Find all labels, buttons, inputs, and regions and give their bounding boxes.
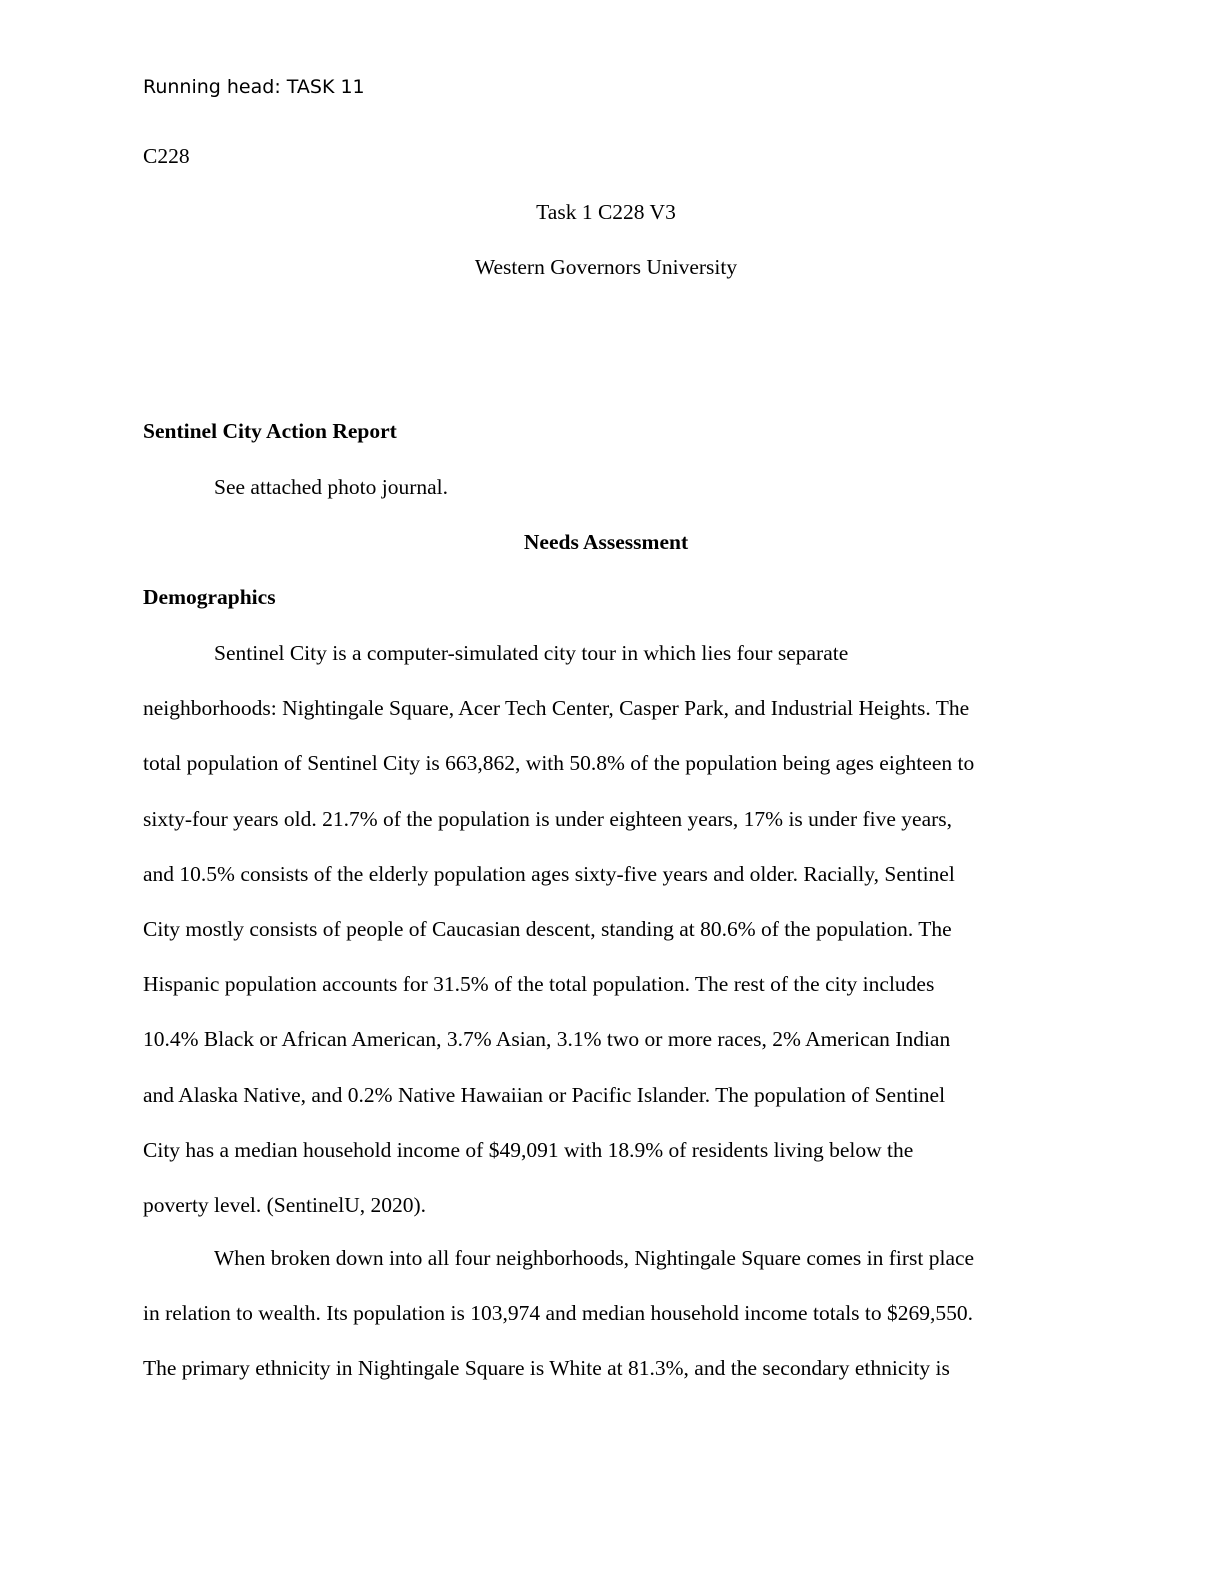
photo-journal-note: See attached photo journal. [214,475,449,499]
demographics-paragraph-1 [143,639,1083,1246]
paragraph-line: neighborhoods: Nightingale Square, Acer Tech Center, Casper Park, and Industrial Heights. The [143,696,970,721]
paragraph-line: poverty level. (SentinelU, 2020). [143,1192,427,1217]
paragraph-line: Sentinel City is a computer-simulated city tour in which lies four separate [214,641,849,665]
paragraph-line: total population of Sentinel City is 663,862, with 50.8% of the population being ages eighteen to [143,751,975,776]
document-title: Task 1 C228 V3 [536,200,676,224]
demographics-paragraph-2 [143,1244,1083,1410]
paragraph-line: and 10.5% consists of the elderly population ages sixty-five years and older. Racially, Sentinel [143,861,955,886]
course-code: C228 [143,144,190,168]
paragraph-line: and Alaska Native, and 0.2% Native Hawaiian or Pacific Islander. The population of Sentinel [143,1082,946,1107]
paragraph-line: The primary ethnicity in Nightingale Square is White at 81.3%, and the secondary ethnicity is [143,1356,950,1381]
paragraph-line: When broken down into all four neighborhoods, Nightingale Square comes in first place [214,1246,975,1270]
report-heading: Sentinel City Action Report [143,419,397,443]
needs-assessment-heading: Needs Assessment [523,530,689,554]
paragraph-line: City mostly consists of people of Caucasian descent, standing at 80.6% of the population. The [143,916,952,941]
demographics-heading: Demographics [143,585,276,609]
paragraph-line: 10.4% Black or African American, 3.7% Asian, 3.1% two or more races, 2% American Indian [143,1027,951,1052]
institution-name: Western Governors University [474,255,738,279]
paragraph-line: sixty-four years old. 21.7% of the population is under eighteen years, 17% is under five years, [143,806,953,831]
running-head: Running head: TASK 11 [143,76,365,98]
paragraph-line: City has a median household income of $49,091 with 18.9% of residents living below the [143,1137,914,1162]
paragraph-line: Hispanic population accounts for 31.5% of the total population. The rest of the city includes [143,972,935,997]
paragraph-line: in relation to wealth. Its population is 103,974 and median household income totals to $269,550. [143,1301,974,1326]
